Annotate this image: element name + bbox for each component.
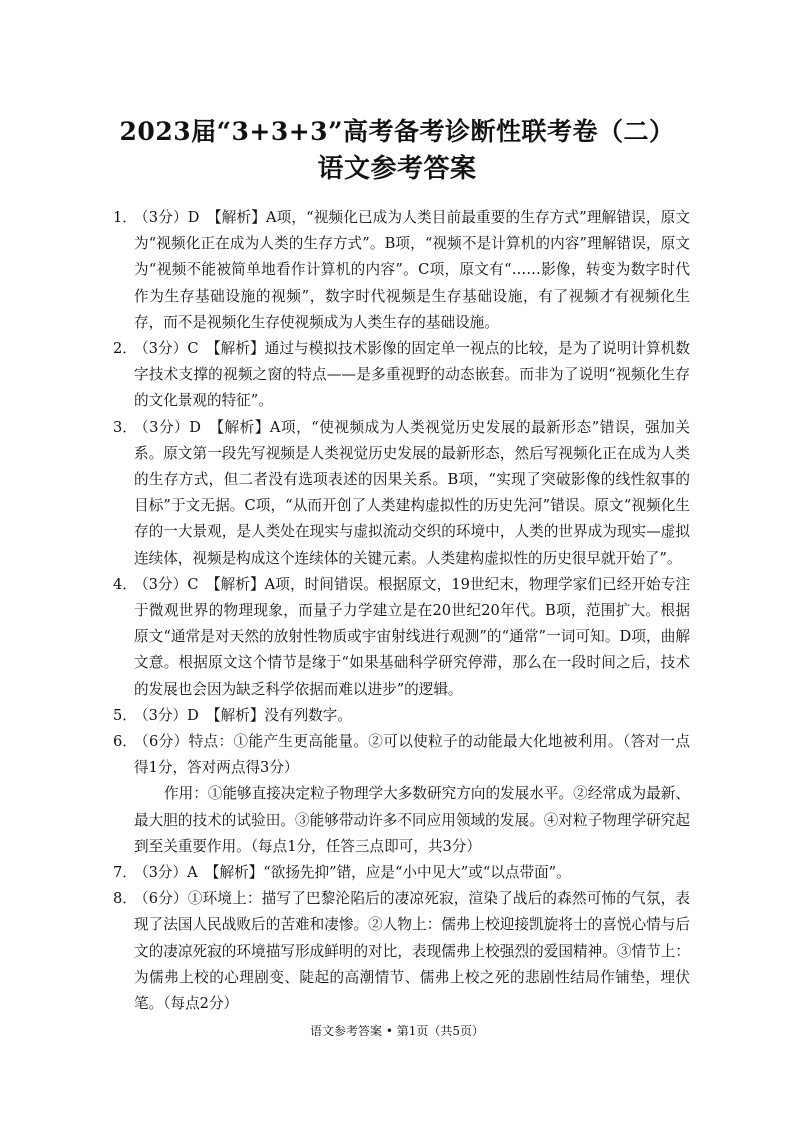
answer-text: （3分）C 【解析】A项，时间错误。根据原文，19世纪末，物理学家们已经开始专注于微观世界的物理现象，而量子力学建立是在20世纪20年代。B项，范围扩大。根据原文“通常是对天然的放射性物质或宇宙射线进行观测”的“通常”一词可知。D项，曲解文意。根据原文这个情节是缘于“如果基础科学研究停滞，那么在一段时间之后，技术的发展也会因为缺乏科学依据而难以进步”的逻辑。 (134, 575, 690, 698)
answer-text: （3分）C 【解析】通过与模拟技术影像的固定单一视点的比较，是为了说明计算机数字技术支撑的视频之窗的特点——是多重视野的动态嵌套。而非为了说明“视频化生存的文化景观的特征”。 (134, 340, 690, 410)
answer-text: （3分）D 【解析】A项，“使视频成为人类视觉历史发展的最新形态”错误，强加关系。原文第一段先写视频是人类视觉历史发展的最新形态，然后写视频化正在成为人类的生存方式，但二者没有选项表述的因果关系。B项，“实现了突破影像的线性叙事的目标”于文无据。C项，“从而开创了人类建构虚拟性的历史先河”错误。原文“视频化生存的一大景观，是人类处在现实与虚拟流动交织的环境中，人类的世界成为现实—虚拟连续体，视频是构成这个连续体的关键元素。人类建构虚拟性的历史很早就开始了”。 (134, 418, 690, 567)
answer-item (104, 703, 690, 729)
answer-item (104, 860, 690, 886)
answer-text: （3分）D 【解析】没有列数字。 (134, 706, 352, 724)
answer-item (104, 205, 690, 336)
answer-item (104, 886, 690, 1017)
answer-number: 3． (113, 418, 137, 436)
answer-number: 7． (113, 864, 137, 882)
answer-number: 8． (113, 890, 137, 908)
page-footer: 语文参考答案 • 第1页（共5页） (310, 1024, 484, 1038)
answer-text: （6分）①环境上：描写了巴黎沦陷后的凄凉死寂，渲染了战后的森然可怖的气氛，表现了法国人民战败后的苦难和凄惨。②人物上：儒弗上校迎接凯旋将士的喜悦心情与后文的凄凉死寂的环境描写形成鲜明的对比，表现儒弗上校强烈的爱国精神。③情节上：为儒弗上校的心理剧变、陡起的高潮情节、儒弗上校之死的悲剧性结局作铺垫，埋伏笔。（每点2分） (134, 890, 690, 1013)
answer-list (104, 205, 690, 1017)
answer-number: 5． (113, 706, 137, 724)
document-subtitle: 语文参考答案 (317, 154, 477, 184)
answer-number: 4． (113, 575, 137, 593)
answer-text: （3分）D 【解析】A项，“视频化已成为人类目前最重要的生存方式”理解错误，原文为“视频化正在成为人类的生存方式”。B项，“视频不是计算机的内容”理解错误，原文为“视频不能被简单地看作计算机的内容”。C项，原文有“……影像，转变为数字时代作为生存基础设施的视频”，数字时代视频是生存基础设施，有了视频才有视频化生存，而不是视频化生存使视频成为人类生存的基础设施。 (134, 209, 690, 331)
answer-item (104, 729, 690, 860)
answer-text: （6分）特点：①能产生更高能量。②可以使粒子的动能最大化地被利用。（答对一点得1分，答对两点得3分） (134, 733, 690, 777)
answer-item (104, 572, 690, 703)
answer-continuation: 作用：①能够直接决定粒子物理学大多数研究方向的发展水平。②经常成为最新、最大胆的技术的试验田。③能够带动许多不同应用领域的发展。④对粒子物理学研究起到至关重要作用。（每点1分，任答三点即可，共3分） (134, 785, 690, 855)
answer-number: 1． (113, 209, 137, 226)
answer-item (104, 336, 690, 415)
answer-number: 6． (113, 733, 137, 751)
answer-item (104, 415, 690, 572)
answer-number: 2． (113, 340, 137, 358)
answer-text: （3分）A 【解析】“欲扬先抑”错，应是“小中见大”或“以点带面”。 (134, 864, 571, 882)
document-title: 2023届“3+3+3”高考备考诊断性联考卷（二） (119, 117, 675, 146)
